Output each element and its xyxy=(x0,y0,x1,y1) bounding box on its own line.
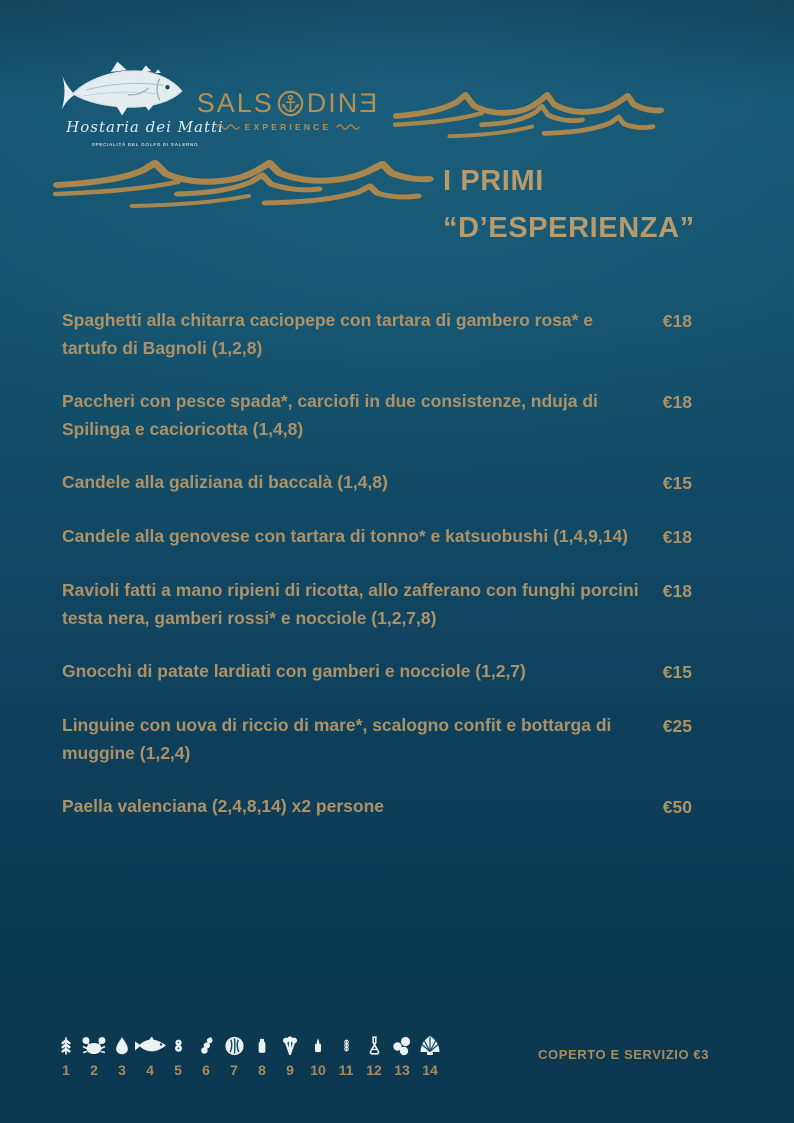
wordmark-left: SALS xyxy=(196,88,274,118)
dish-name: Paella valenciana (2,4,8,14) x2 persone xyxy=(62,796,384,816)
molluscs-shell-icon xyxy=(418,1032,442,1059)
dish-name: Paccheri con pesce spada*, carciofi in due consistenze, nduja di Spilinga e cacioricotta (1,4,8) xyxy=(62,391,598,439)
dish-name: Gnocchi di patate lardiati con gamberi e nocciole (1,2,7) xyxy=(62,661,526,681)
cover-charge-note: COPERTO E SERVIZIO €3 xyxy=(538,1047,710,1062)
sulphites-flask-icon xyxy=(364,1032,385,1059)
salsodine-wordmark xyxy=(186,88,390,119)
menu-item xyxy=(62,468,692,497)
sesame-skewer-icon xyxy=(340,1032,353,1059)
walnut-icon xyxy=(223,1032,246,1059)
allergen-item xyxy=(222,1032,246,1077)
menu-item xyxy=(62,657,692,686)
menu-item xyxy=(62,711,692,767)
allergen-item xyxy=(82,1032,106,1077)
allergen-number: 1 xyxy=(62,1062,70,1078)
peanut-icon xyxy=(171,1032,186,1059)
allergen-number: 5 xyxy=(174,1062,182,1078)
allergen-item xyxy=(194,1032,218,1077)
dish-name: Candele alla galiziana di baccalà (1,4,8) xyxy=(62,472,388,492)
dish-price: €18 xyxy=(662,581,692,601)
allergen-number: 6 xyxy=(202,1062,210,1078)
squiggle-wave-icon xyxy=(336,123,360,131)
allergen-item xyxy=(250,1032,274,1077)
egg-icon xyxy=(112,1032,132,1059)
salsodine-subtitle: EXPERIENCE xyxy=(244,122,332,132)
fish-icon xyxy=(133,1032,167,1059)
dish-price: €50 xyxy=(662,797,692,817)
allergen-number: 13 xyxy=(394,1062,410,1078)
celery-icon xyxy=(280,1032,300,1059)
squiggle-wave-icon xyxy=(216,123,240,131)
restaurant-tagline: SPECIALITÀ DEL GOLFO DI SALERNO xyxy=(91,142,199,147)
dish-name: Spaghetti alla chitarra caciopepe con tartara di gambero rosa* e tartufo di Bagnoli (1,2,8) xyxy=(62,310,594,358)
allergen-number: 14 xyxy=(422,1062,438,1078)
allergen-legend xyxy=(54,1032,442,1077)
dish-price: €15 xyxy=(662,473,692,493)
allergen-number: 11 xyxy=(338,1062,354,1078)
allergen-number: 7 xyxy=(230,1062,238,1078)
page-title xyxy=(443,158,695,252)
allergen-item xyxy=(138,1032,162,1077)
allergen-number: 9 xyxy=(286,1062,294,1078)
wheat-gluten-icon xyxy=(56,1032,76,1059)
allergen-item xyxy=(166,1032,190,1077)
menu-item xyxy=(62,576,692,632)
dish-price: €25 xyxy=(662,716,692,736)
allergen-number: 4 xyxy=(146,1062,154,1078)
allergen-number: 2 xyxy=(90,1062,98,1078)
restaurant-name-script: Hostaria dei Matti xyxy=(66,118,224,136)
dish-name: Candele alla genovese con tartara di tonno* e katsuobushi (1,4,9,14) xyxy=(62,526,628,546)
page-title-line2: “D’ESPERIENZA” xyxy=(443,211,695,244)
menu-item xyxy=(62,387,692,443)
allergen-item xyxy=(390,1032,414,1077)
dish-price: €18 xyxy=(662,527,692,547)
anchor-icon xyxy=(277,90,304,117)
dish-name: Linguine con uova di riccio di mare*, scalogno confit e bottarga di muggine (1,2,4) xyxy=(62,715,612,763)
mustard-bottle-icon xyxy=(310,1032,326,1059)
salsodine-logo xyxy=(186,88,390,132)
wordmark-right: DINƎ xyxy=(306,88,380,118)
soybean-icon xyxy=(198,1032,215,1059)
menu-item xyxy=(62,792,692,821)
allergen-item xyxy=(306,1032,330,1077)
allergen-item xyxy=(362,1032,386,1077)
dish-price: €18 xyxy=(662,311,692,331)
menu-item xyxy=(62,306,692,362)
wave-ornament-icon xyxy=(393,92,665,142)
allergen-number: 10 xyxy=(310,1062,326,1078)
allergen-number: 3 xyxy=(118,1062,126,1078)
salsodine-subtitle-row xyxy=(186,122,390,132)
crab-crustaceans-icon xyxy=(81,1032,107,1059)
tuna-logo-illustration xyxy=(56,56,192,124)
wave-ornament-icon xyxy=(53,160,435,212)
dish-price: €15 xyxy=(662,662,692,682)
milk-bottle-icon xyxy=(254,1032,270,1059)
menu-list xyxy=(62,306,692,846)
allergen-item xyxy=(54,1032,78,1077)
dish-price: €18 xyxy=(662,392,692,412)
allergen-item xyxy=(278,1032,302,1077)
allergen-number: 12 xyxy=(366,1062,382,1078)
allergen-item xyxy=(110,1032,134,1077)
allergen-item xyxy=(334,1032,358,1077)
menu-item xyxy=(62,522,692,551)
lupin-icon xyxy=(390,1032,414,1059)
page-title-line1: I PRIMI xyxy=(443,165,544,197)
allergen-number: 8 xyxy=(258,1062,266,1078)
dish-name: Ravioli fatti a mano ripieni di ricotta, allo zafferano con funghi porcini testa nera, gamberi rossi* e nocciole (1,2,7,8) xyxy=(62,580,639,628)
allergen-item xyxy=(418,1032,442,1077)
